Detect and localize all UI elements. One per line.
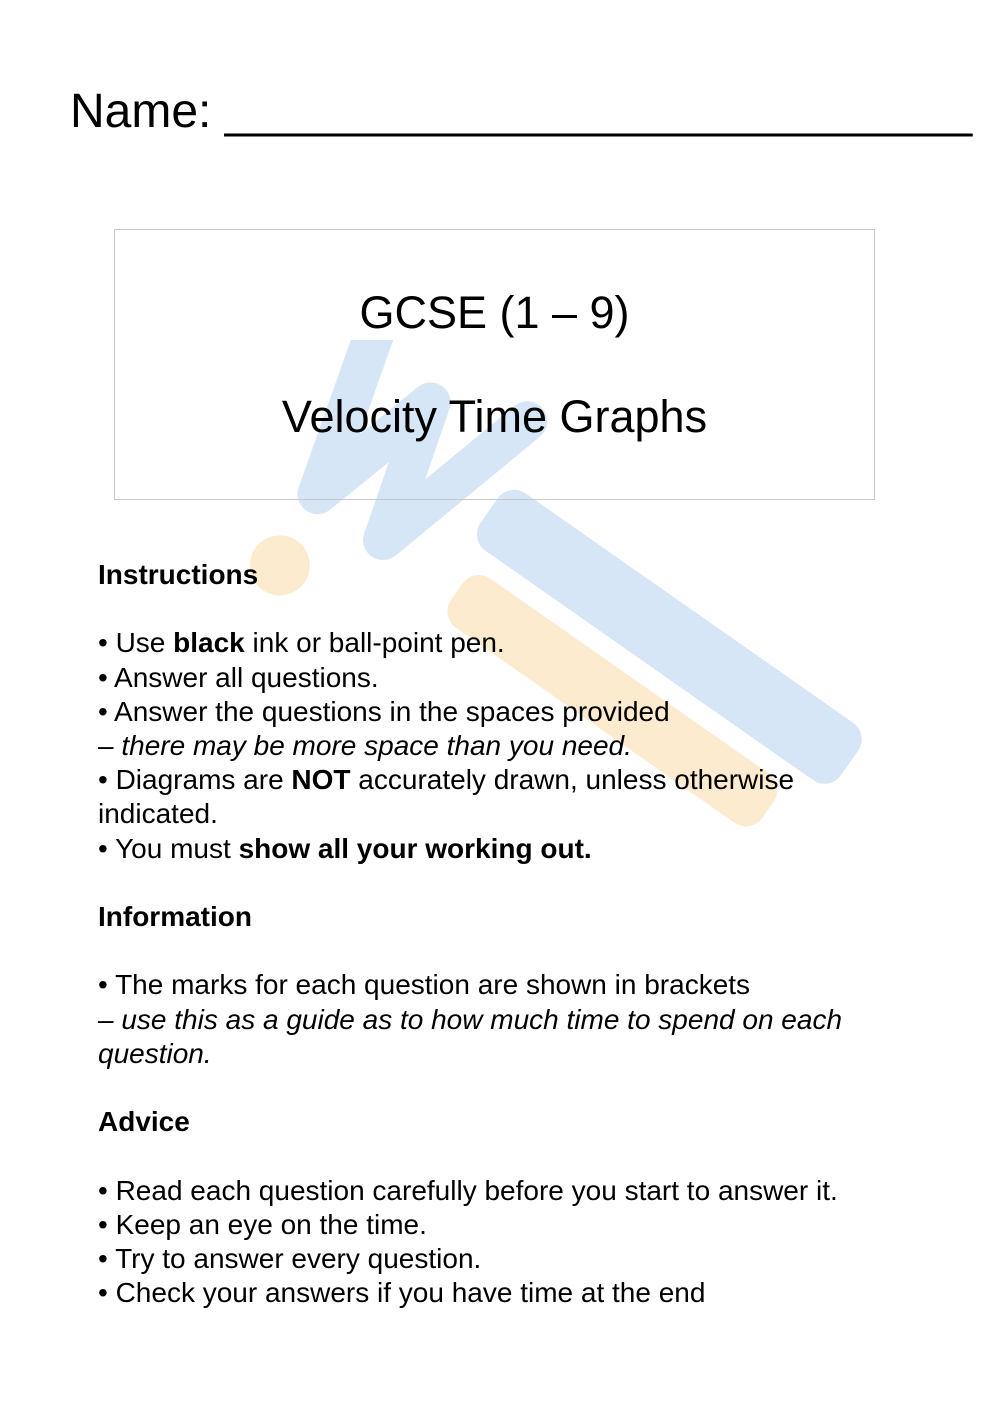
advice-item: • Try to answer every question. (98, 1242, 482, 1274)
advice-item: • Keep an eye on the time. (98, 1208, 427, 1240)
information-item: • The marks for each question are shown in brackets (98, 969, 751, 1001)
instruction-note: – there may be more space than you need. (98, 730, 632, 761)
instructions-content (98, 558, 918, 1310)
name-label: Name: (70, 85, 212, 138)
instruction-item: • Answer the questions in the spaces provided (98, 695, 670, 727)
information-note: – use this as a guide as to how much time to spend on each (98, 1003, 843, 1035)
instruction-item-continued: indicated. (98, 798, 218, 830)
title-box (114, 229, 875, 500)
name-field[interactable] (70, 84, 972, 140)
information-heading: Information (98, 901, 252, 932)
information-note: question. (98, 1037, 212, 1069)
instruction-item: • You must show all your working out. (98, 832, 592, 864)
instructions-heading: Instructions (98, 559, 259, 590)
name-blank-line: ____________________________ (224, 85, 973, 138)
advice-item: • Check your answers if you have time at the end (98, 1277, 706, 1309)
instruction-item: • Diagrams are NOT accurately drawn, unless otherwise (98, 764, 795, 796)
exam-level-title: GCSE (1 – 9) (359, 287, 630, 338)
advice-heading: Advice (98, 1106, 190, 1138)
instruction-item: • Answer all questions. (98, 661, 379, 693)
worksheet-topic-title: Velocity Time Graphs (281, 391, 708, 442)
advice-item: • Read each question carefully before you start to answer it. (98, 1174, 838, 1206)
instruction-item: • Use black ink or ball-point pen. (98, 627, 505, 659)
